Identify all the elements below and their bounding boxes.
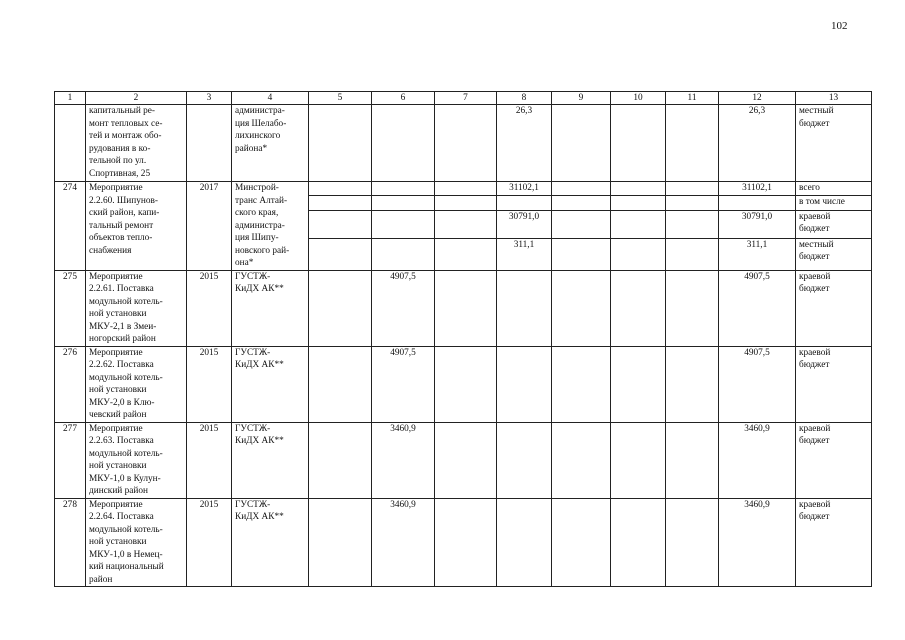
funding-source: в том числе (796, 196, 872, 210)
column-header: 11 (666, 92, 719, 105)
table-row (55, 422, 872, 498)
executor: Минстрой- транс Алтай- ского края, администра- ция Шипу- новского рай- она* (232, 182, 309, 271)
amount-col8: 31102,1 (497, 182, 552, 196)
amount-col6: 4907,5 (372, 346, 435, 422)
amount-col12: 26,3 (719, 105, 796, 182)
amount-col8: 311,1 (497, 238, 552, 270)
column-header: 5 (309, 92, 372, 105)
amount-col12: 4907,5 (719, 270, 796, 346)
amount-col12: 3460,9 (719, 498, 796, 587)
executor: ГУСТЖ- КиДХ АК** (232, 346, 309, 422)
year: 2015 (187, 498, 232, 587)
table-row (55, 346, 872, 422)
table-row (55, 498, 872, 587)
amount-col12: 31102,1 (719, 182, 796, 196)
measure-description: Мероприятие 2.2.60. Шипунов- ский район, капи- тальный ремонт объектов тепло- снабжения (86, 182, 187, 271)
amount-col6: 3460,9 (372, 422, 435, 498)
funding-source: краевой бюджет (796, 422, 872, 498)
table-row (55, 270, 872, 346)
page-number: 102 (831, 20, 848, 32)
column-header: 9 (552, 92, 611, 105)
amount-col12: 311,1 (719, 238, 796, 270)
measure-description: Мероприятие 2.2.61. Поставка модульной котель- ной установки МКУ-2,1 в Змеи- ногорский район (86, 270, 187, 346)
amount-col12: 4907,5 (719, 346, 796, 422)
column-header: 2 (86, 92, 187, 105)
row-number: 274 (55, 182, 86, 271)
funding-source: местный бюджет (796, 238, 872, 270)
column-header: 4 (232, 92, 309, 105)
column-header: 3 (187, 92, 232, 105)
column-header: 12 (719, 92, 796, 105)
column-header: 10 (611, 92, 666, 105)
funding-source: всего (796, 182, 872, 196)
program-table (54, 91, 872, 587)
amount-col12: 3460,9 (719, 422, 796, 498)
amount-col8: 30791,0 (497, 210, 552, 238)
table-row (55, 105, 872, 182)
funding-source: краевой бюджет (796, 346, 872, 422)
year: 2015 (187, 270, 232, 346)
executor: ГУСТЖ- КиДХ АК** (232, 422, 309, 498)
amount-col6: 4907,5 (372, 270, 435, 346)
column-header: 8 (497, 92, 552, 105)
column-header: 6 (372, 92, 435, 105)
measure-description: Мероприятие 2.2.64. Поставка модульной котель- ной установки МКУ-1,0 в Немец- кий национальный район (86, 498, 187, 587)
executor: ГУСТЖ- КиДХ АК** (232, 270, 309, 346)
amount-col12 (719, 196, 796, 210)
measure-description: Мероприятие 2.2.63. Поставка модульной котель- ной установки МКУ-1,0 в Кулун- динский район (86, 422, 187, 498)
row-number: 276 (55, 346, 86, 422)
funding-source: местный бюджет (796, 105, 872, 182)
column-number-row (55, 92, 872, 105)
funding-source: краевой бюджет (796, 270, 872, 346)
executor: ГУСТЖ- КиДХ АК** (232, 498, 309, 587)
amount-col8 (497, 196, 552, 210)
measure-description: Мероприятие 2.2.62. Поставка модульной котель- ной установки МКУ-2,0 в Клю- чевский район (86, 346, 187, 422)
row-number: 278 (55, 498, 86, 587)
funding-source: краевой бюджет (796, 498, 872, 587)
table-row (55, 182, 872, 196)
amount-col6: 3460,9 (372, 498, 435, 587)
amount-col12: 30791,0 (719, 210, 796, 238)
measure-description: капитальный ре- монт тепловых се- тей и монтаж обо- рудования в ко- тельной по ул. Спортивная, 25 (86, 105, 187, 182)
column-header: 1 (55, 92, 86, 105)
executor: администра- ция Шелабо- лихинского района* (232, 105, 309, 182)
column-header: 7 (435, 92, 497, 105)
amount-col8: 26,3 (497, 105, 552, 182)
year: 2017 (187, 182, 232, 271)
funding-source: краевой бюджет (796, 210, 872, 238)
column-header: 13 (796, 92, 872, 105)
row-number: 275 (55, 270, 86, 346)
year: 2015 (187, 422, 232, 498)
year: 2015 (187, 346, 232, 422)
row-number: 277 (55, 422, 86, 498)
